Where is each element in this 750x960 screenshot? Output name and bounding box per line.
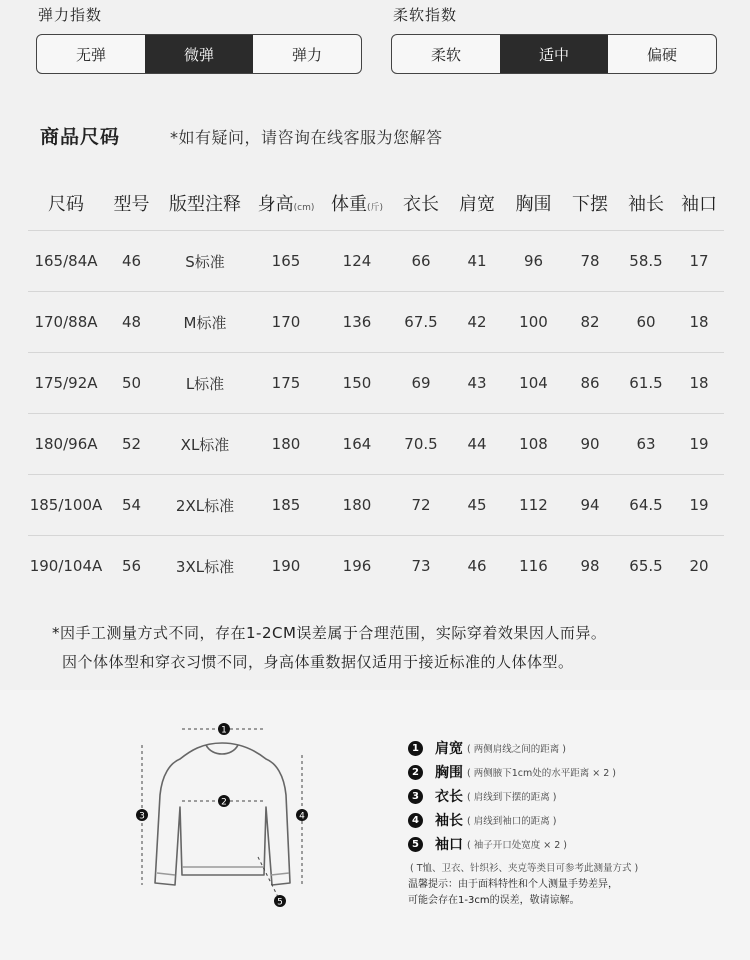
cell-fit: S标准 [159, 231, 251, 292]
cell-model: 54 [104, 475, 159, 536]
cell-shoulder: 41 [449, 231, 505, 292]
diagram-marker-3-icon [136, 809, 148, 822]
cell-model: 50 [104, 353, 159, 414]
cell-size: 180/96A [28, 414, 104, 475]
cell-weight: 150 [321, 353, 393, 414]
footnote-error-range: *因手工测量方式不同，存在1-2CM误差属于合理范围，实际穿着效果因人而异。 [52, 624, 607, 642]
cell-cuff: 19 [674, 475, 724, 536]
cell-model: 56 [121, 557, 142, 575]
table-row [28, 414, 724, 475]
measure-item-cuff: 5 袖口 ( 袖子开口处宽度 × 2 ) [408, 832, 728, 856]
diagram-markers [136, 723, 308, 908]
cell-hem: 94 [562, 475, 618, 536]
measure-item-length: 3 衣长 ( 肩线到下摆的距离 ) [408, 784, 728, 808]
cell-hem: 86 [562, 353, 618, 414]
cell-cuff: 18 [674, 292, 724, 353]
cell-shoulder: 45 [449, 475, 505, 536]
cell-size: 175/92A [28, 353, 104, 414]
marker-4-icon: 4 [408, 813, 423, 828]
header-cuff: 袖口 [674, 176, 724, 231]
header-fit: 版型注释 [159, 176, 251, 231]
size-section-title: 商品尺码 [40, 126, 121, 148]
cell-sleeve: 58.5 [618, 231, 674, 292]
measure-item-sleeve: 4 袖长 ( 肩线到袖口的距离 ) [408, 808, 728, 832]
cell-shoulder: 42 [449, 292, 505, 353]
header-chest: 胸围 [505, 176, 562, 231]
footnote-body-type: 因个体体型和穿衣习惯不同，身高体重数据仅适用于接近标准的人体体型。 [62, 653, 574, 671]
elasticity-option-none[interactable]: 无弹 [75, 45, 106, 64]
cell-hem: 90 [562, 414, 618, 475]
cell-height: 175 [251, 353, 321, 414]
cell-height: 190 [271, 557, 301, 575]
cell-fit: 3XL标准 [175, 557, 235, 576]
cell-size: 190/104A [29, 557, 103, 575]
softness-option-medium[interactable]: 适中 [500, 35, 608, 73]
marker-5-icon: 5 [408, 837, 423, 852]
cell-weight: 196 [342, 557, 372, 575]
cell-cuff: 19 [674, 414, 724, 475]
cell-weight: 180 [321, 475, 393, 536]
cell-sleeve: 61.5 [618, 353, 674, 414]
cell-weight: 164 [321, 414, 393, 475]
svg-text:4: 4 [299, 811, 305, 822]
size-table [28, 176, 724, 596]
svg-text:5: 5 [277, 897, 283, 908]
cell-hem: 78 [562, 231, 618, 292]
header-size: 尺码 [28, 176, 104, 231]
warm-tip-line-1: 温馨提示：由于面料特性和个人测量手势差异， [408, 879, 618, 890]
cell-chest: 104 [505, 353, 562, 414]
size-section-note: *如有疑问，请咨询在线客服为您解答 [170, 128, 443, 147]
table-row [28, 353, 724, 414]
cell-chest: 112 [505, 475, 562, 536]
cell-chest: 96 [505, 231, 562, 292]
cell-fit: L标准 [159, 353, 251, 414]
cell-height: 185 [251, 475, 321, 536]
elasticity-option-slight[interactable]: 微弹 [145, 35, 253, 73]
cell-shoulder: 46 [467, 557, 487, 575]
sweater-diagram [130, 715, 320, 915]
table-row [28, 475, 724, 536]
softness-option-soft[interactable]: 柔软 [430, 45, 461, 64]
diagram-marker-5-icon [274, 895, 286, 908]
table-row [28, 536, 724, 597]
table-row [28, 292, 724, 353]
cell-length: 69 [393, 353, 449, 414]
cell-chest: 100 [505, 292, 562, 353]
header-height: 身高(cm) [251, 176, 321, 231]
cell-length: 72 [393, 475, 449, 536]
measure-guide [408, 736, 728, 874]
table-row [28, 231, 724, 292]
size-table-body [28, 231, 724, 597]
cell-model: 48 [104, 292, 159, 353]
marker-1-icon: 1 [408, 741, 423, 756]
cell-sleeve: 65.5 [629, 557, 663, 575]
cell-chest: 108 [505, 414, 562, 475]
measure-lines [142, 729, 302, 905]
svg-text:3: 3 [139, 811, 145, 822]
header-weight: 体重(斤) [321, 176, 393, 231]
cell-size: 165/84A [28, 231, 104, 292]
cell-length: 70.5 [393, 414, 449, 475]
cell-shoulder: 44 [449, 414, 505, 475]
warm-tip-line-2: 可能会存在1-3cm的误差，敬请谅解。 [408, 895, 580, 906]
header-weight-unit: (斤) [366, 203, 384, 213]
cell-fit: XL标准 [159, 414, 251, 475]
header-hem: 下摆 [562, 176, 618, 231]
cell-cuff: 20 [689, 557, 709, 575]
diagram-marker-1-icon [218, 723, 230, 736]
cell-height: 180 [251, 414, 321, 475]
softness-option-stiff[interactable]: 偏硬 [646, 45, 677, 64]
measure-item-chest: 2 胸围 ( 两侧腋下1cm处的水平距离 × 2 ) [408, 760, 728, 784]
elasticity-selector [36, 34, 362, 74]
sweater-outline-icon [155, 743, 290, 885]
cell-size: 185/100A [28, 475, 104, 536]
marker-3-icon: 3 [408, 789, 423, 804]
cell-chest: 116 [519, 557, 548, 575]
softness-selector [391, 34, 717, 74]
marker-2-icon: 2 [408, 765, 423, 780]
cell-sleeve: 64.5 [618, 475, 674, 536]
cell-model: 46 [104, 231, 159, 292]
cell-fit: 2XL标准 [159, 475, 251, 536]
header-shoulder: 肩宽 [449, 176, 505, 231]
cell-hem: 82 [562, 292, 618, 353]
header-model: 型号 [104, 176, 159, 231]
header-sleeve: 袖长 [618, 176, 674, 231]
measure-guide-note: ( T恤、卫衣、针织衫、夹克等类目可参考此测量方式 ) [410, 863, 639, 874]
cell-weight: 124 [321, 231, 393, 292]
cell-hem: 98 [580, 557, 600, 575]
cell-height: 165 [251, 231, 321, 292]
elasticity-option-stretch[interactable]: 弹力 [291, 45, 322, 64]
svg-text:2: 2 [221, 797, 227, 808]
cell-weight: 136 [321, 292, 393, 353]
warm-tip [408, 877, 618, 909]
cell-sleeve: 60 [618, 292, 674, 353]
svg-text:1: 1 [221, 725, 227, 736]
header-height-unit: (cm) [293, 203, 315, 213]
cell-sleeve: 63 [618, 414, 674, 475]
cell-model: 52 [104, 414, 159, 475]
cell-cuff: 17 [674, 231, 724, 292]
cell-length: 66 [393, 231, 449, 292]
cell-shoulder: 43 [449, 353, 505, 414]
measure-item-shoulder: 1 肩宽 ( 两侧肩线之间的距离 ) [408, 736, 728, 760]
cell-cuff: 18 [674, 353, 724, 414]
size-table-header-row [28, 176, 724, 231]
cell-fit: M标准 [159, 292, 251, 353]
cell-length: 67.5 [393, 292, 449, 353]
diagram-marker-4-icon [296, 809, 308, 822]
cell-size: 170/88A [28, 292, 104, 353]
header-length: 衣长 [393, 176, 449, 231]
cell-height: 170 [251, 292, 321, 353]
diagram-marker-2-icon [218, 795, 230, 808]
softness-label: 柔软指数 [393, 6, 458, 24]
elasticity-label: 弹力指数 [38, 6, 103, 24]
cell-length: 73 [411, 557, 431, 575]
